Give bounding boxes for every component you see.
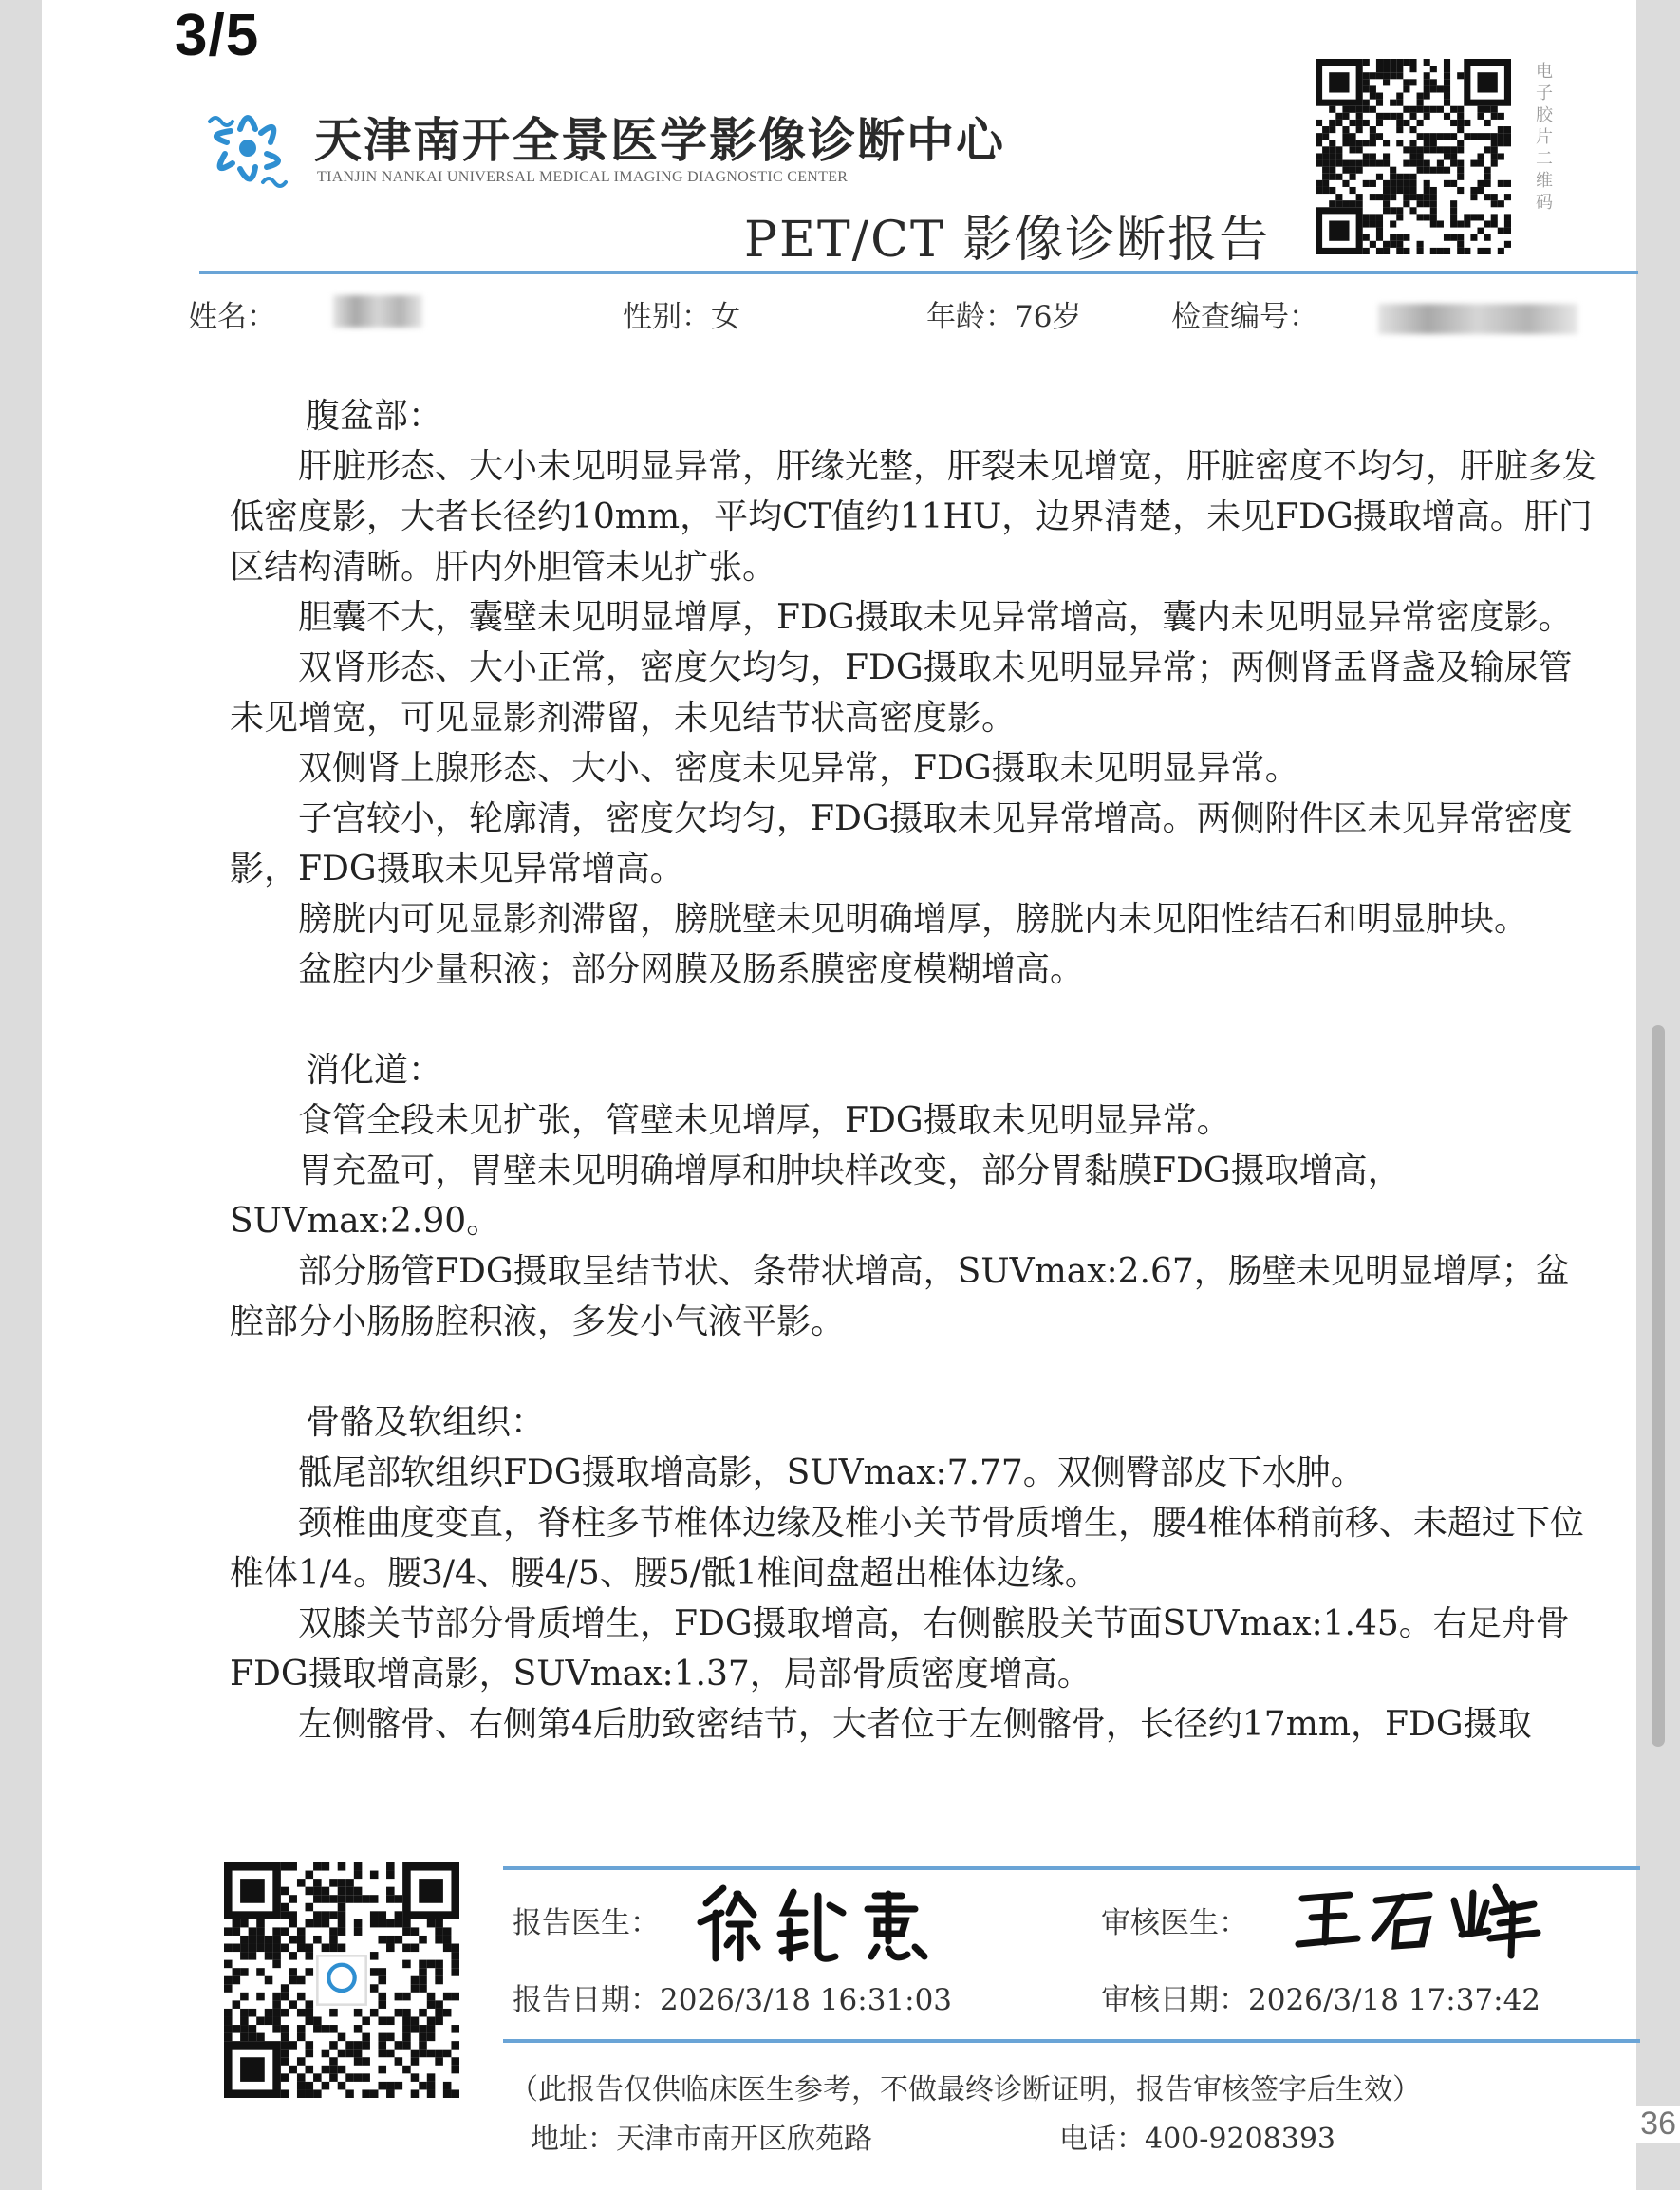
hospital-name-en: TIANJIN NANKAI UNIVERSAL MEDICAL IMAGING DIAGNOSTIC CENTER	[317, 169, 849, 185]
section-spacer	[230, 995, 1596, 1045]
finding-paragraph: 子宫较小，轮廓清，密度欠均匀，FDG摄取未见异常增高。两侧附件区未见异常密度影，FDG摄取未见异常增高。	[230, 799, 1573, 889]
scrollbar[interactable]	[1652, 1025, 1665, 1747]
section-heading: 消化道：	[306, 1051, 443, 1090]
hospital-logo-icon	[194, 95, 302, 201]
footer-top-divider	[503, 1866, 1640, 1870]
finding-paragraph: 胆囊不大，囊壁未见明显增厚，FDG摄取未见异常增高，囊内未见明显异常密度影。	[298, 598, 1573, 637]
finding-paragraph: 双膝关节部分骨质增生，FDG摄取增高，右侧髌股关节面SUVmax:1.45。右足舟骨FDG摄取增高影，SUVmax:1.37，局部骨质密度增高。	[230, 1604, 1570, 1694]
report-doctor-label: 报告医生：	[513, 1906, 660, 1940]
finding-paragraph: 肝脏形态、大小未见明显异常，肝缘光整，肝裂未见增宽，肝脏密度不均匀，肝脏多发低密度影，大者长径约10mm，平均CT值约11HU，边界清楚，未见FDG摄取增高。肝门区结构清晰。肝内外胆管未见扩张。	[230, 447, 1597, 587]
finding-paragraph: 双侧肾上腺形态、大小、密度未见异常，FDG摄取未见明显异常。	[298, 749, 1299, 788]
patient-sex: 性别：女	[623, 300, 740, 334]
page-indicator: 3/5	[175, 3, 260, 68]
header-divider	[199, 271, 1638, 274]
e-film-qr-code[interactable]	[1316, 59, 1511, 254]
finding-paragraph: 双肾形态、大小正常，密度欠均匀，FDG摄取未见明显异常；两侧肾盂肾盏及输尿管未见增宽，可见显影剂滞留，未见结节状高密度影。	[230, 648, 1573, 738]
hospital-name-cn: 天津南开全景医学影像诊断中心	[314, 113, 1005, 168]
section-heading: 腹盆部：	[306, 397, 443, 436]
report-date: 报告日期：2026/3/18 16:31:03	[513, 1983, 953, 2017]
address: 地址：天津市南开区欣苑路	[531, 2123, 872, 2156]
finding-paragraph: 食管全段未见扩张，管壁未见增厚，FDG摄取未见明显异常。	[298, 1101, 1231, 1140]
corner-number: 36	[1636, 2106, 1680, 2143]
report-doctor-signature	[687, 1875, 953, 1970]
finding-paragraph: 部分肠管FDG摄取呈结节状、条带状增高，SUVmax:2.67，肠壁未见明显增厚；盆腔部分小肠肠腔积液，多发小气液平影。	[230, 1252, 1570, 1341]
report-page	[42, 0, 1636, 2190]
footer-bottom-divider	[503, 2039, 1640, 2043]
finding-paragraph: 颈椎曲度变直，脊柱多节椎体边缘及椎小关节骨质增生，腰4椎体稍前移、未超过下位椎体1/4。腰3/4、腰4/5、腰5/骶1椎间盘超出椎体边缘。	[230, 1504, 1584, 1593]
report-title: PET/CT 影像诊断报告	[744, 212, 1271, 269]
patient-name-label: 姓名：	[188, 300, 276, 334]
redacted-exam-id	[1378, 304, 1577, 334]
finding-paragraph: 胃充盈可，胃壁未见明确增厚和肿块样改变，部分胃黏膜FDG摄取增高，SUVmax:2.90。	[230, 1151, 1402, 1241]
review-date: 审核日期：2026/3/18 17:37:42	[1101, 1983, 1541, 2017]
finding-paragraph: 盆腔内少量积液；部分网膜及肠系膜密度模糊增高。	[298, 950, 1085, 989]
review-doctor-signature	[1285, 1876, 1551, 1963]
section-spacer	[230, 1347, 1596, 1397]
finding-paragraph: 膀胱内可见显影剂滞留，膀胱壁未见明确增厚，膀胱内未见阳性结石和明显肿块。	[298, 900, 1529, 939]
qr-caption: 电子胶片二维码	[1536, 62, 1553, 213]
patient-age: 年龄：76岁	[926, 300, 1082, 334]
exam-id-label: 检查编号：	[1171, 300, 1318, 334]
finding-paragraph: 左侧髂骨、右侧第4后肋致密结节，大者位于左侧髂骨，长径约17mm，FDG摄取	[298, 1705, 1532, 1744]
report-qr-code[interactable]	[224, 1862, 459, 2098]
section-heading: 骨骼及软组织：	[306, 1403, 546, 1442]
phone: 电话：400-9208393	[1059, 2123, 1336, 2156]
redacted-patient-name	[333, 295, 422, 328]
finding-paragraph: 骶尾部软组织FDG摄取增高影，SUVmax:7.77。双侧臀部皮下水肿。	[298, 1453, 1365, 1492]
report-body	[230, 391, 1596, 1750]
disclaimer: （此报告仅供临床医生参考，不做最终诊断证明，报告审核签字后生效）	[510, 2073, 1421, 2106]
review-doctor-label: 审核医生：	[1101, 1906, 1248, 1940]
